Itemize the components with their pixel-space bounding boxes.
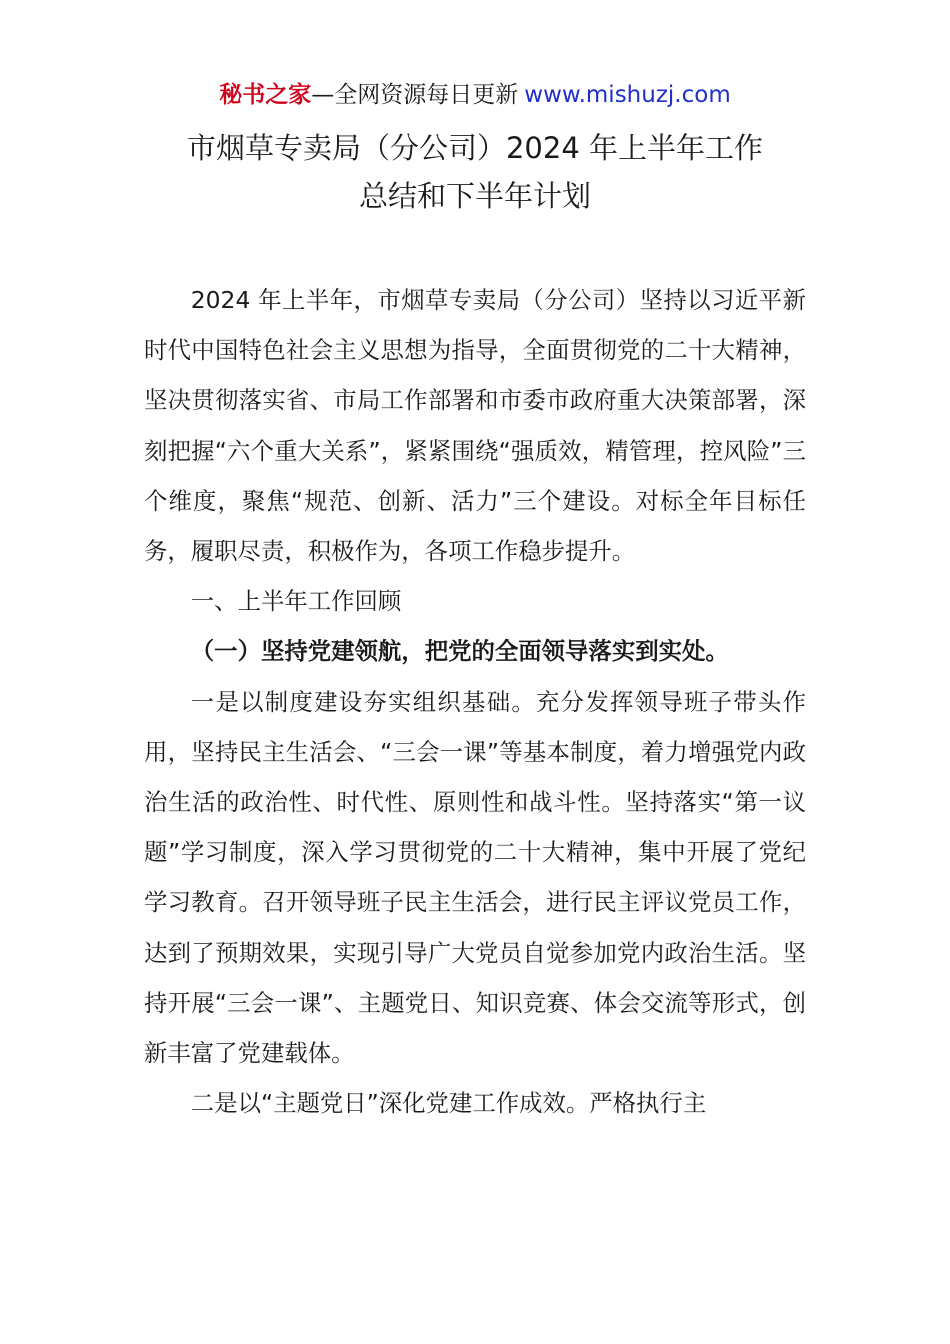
document-title-line1: 市烟草专卖局（分公司）2024 年上半年工作 bbox=[186, 131, 764, 165]
section-heading-1: 一、上半年工作回顾 bbox=[190, 587, 402, 616]
subsection-heading-1: （一）坚持党建领航，把党的全面领导落实到实处。 bbox=[190, 637, 729, 666]
document-body bbox=[144, 275, 806, 1128]
site-banner bbox=[0, 78, 950, 112]
banner-tagline: —全网资源每日更新 bbox=[311, 82, 519, 108]
document-title-line2: 总结和下半年计划 bbox=[358, 179, 591, 213]
banner-url-link[interactable]: www.mishuzj.com bbox=[524, 82, 731, 108]
banner-brand: 秘书之家 bbox=[219, 82, 312, 108]
body-paragraph-1: 一是以制度建设夯实组织基础。充分发挥领导班子带头作用，坚持民主生活会、“三会一课”等基本制度，着力增强党内政治生活的政治性、时代性、原则性和战斗性。坚持落实“第一议题”学习制度，深入学习贯彻党的二十大精神，集中开展了党纪学习教育。召开领导班子民主生活会，进行民主评议党员工作，达到了预期效果，实现引导广大党员自觉参加党内政治生活。坚持开展“三会一课”、主题党日、知识竞赛、体会交流等形式，创新丰富了党建载体。 bbox=[144, 687, 806, 1068]
intro-paragraph: 2024 年上半年，市烟草专卖局（分公司）坚持以习近平新时代中国特色社会主义思想为指导，全面贯彻党的二十大精神，坚决贯彻落实省、市局工作部署和市委市政府重大决策部署，深刻把握“六个重大关系”，紧紧围绕“强质效，精管理，控风险”三个维度，聚焦“规范、创新、活力”三个建设。对标全年目标任务，履职尽责，积极作为，各项工作稳步提升。 bbox=[144, 286, 806, 566]
body-paragraph-2: 二是以“主题党日”深化党建工作成效。严格执行主 bbox=[190, 1089, 707, 1118]
